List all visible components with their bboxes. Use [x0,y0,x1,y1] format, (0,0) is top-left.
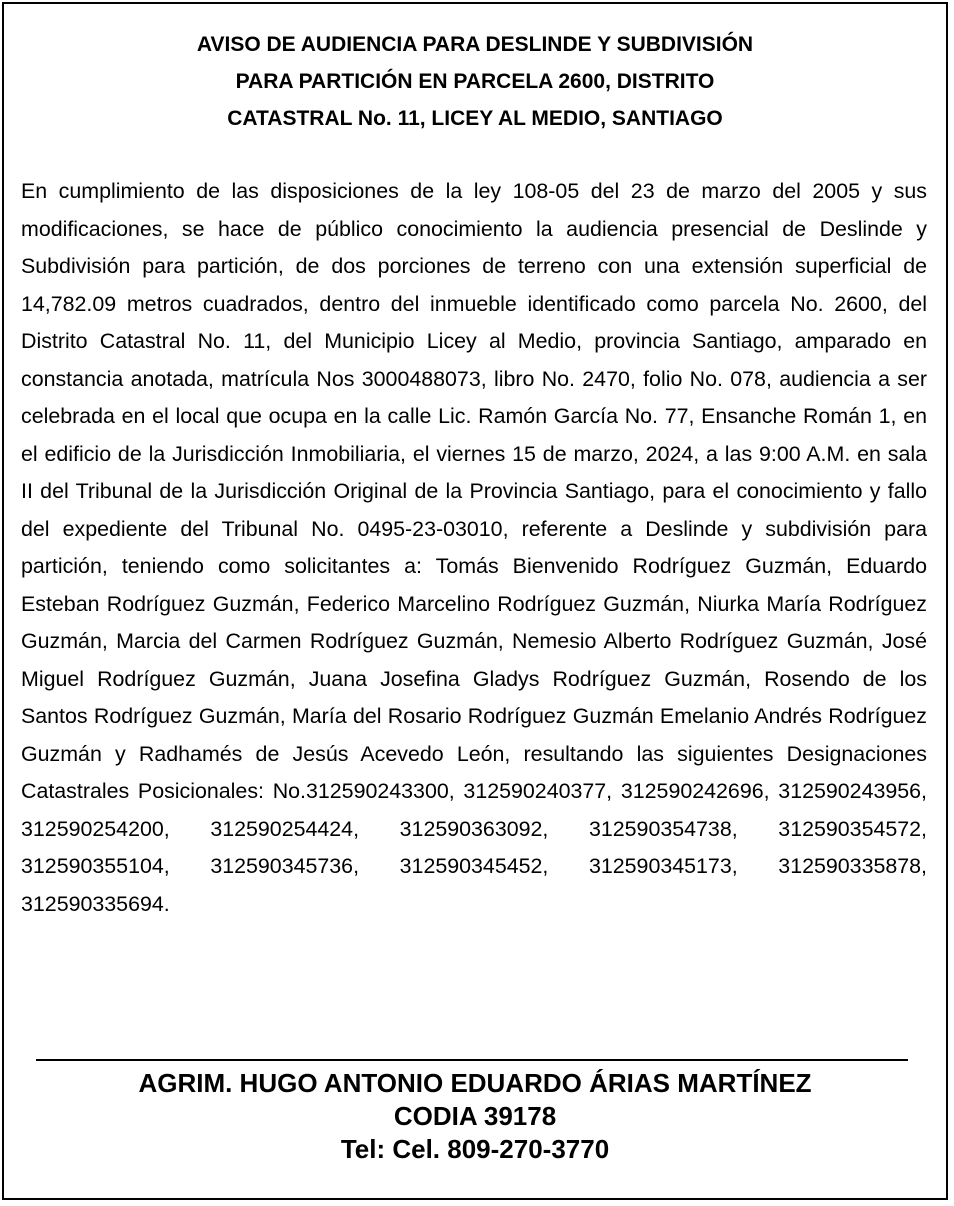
title-line-3: CATASTRAL No. 11, LICEY AL MEDIO, SANTIAGO [227,107,723,130]
codia-number: CODIA 39178 [393,1101,557,1131]
notice-title [4,26,946,137]
signature-block [4,1067,946,1166]
surveyor-name: AGRIM. HUGO ANTONIO EDUARDO ÁRIAS MARTÍNEZ [138,1068,812,1098]
notice-body: En cumplimiento de las disposiciones de la ley 108-05 del 23 de marzo del 2005 y sus modificaciones, se hace de público conocimiento la audiencia presencial de Deslinde y Subdivisión para partición, de dos porciones de terreno con una extensión superficial de 14,782.09 metros cuadrados, dentro del inmueble identificado como parcela No. 2600, del Distrito Catastral No. 11, del Municipio Licey al Medio, provincia Santiago, amparado en constancia anotada, matrícula Nos 3000488073, libro No. 2470, folio No. 078, audiencia a ser celebrada en el local que ocupa en la calle Lic. Ramón García No. 77, Ensanche Román 1, en el edificio de la Jurisdicción Inmobiliaria, el viernes 15 de marzo, 2024, a las 9:00 A.M. en sala II del Tribunal de la Jurisdicción Original de la Provincia Santiago, para el conocimiento y fallo del expediente del Tribunal No. 0495-23-03010, referente a Deslinde y subdivisión para partición, teniendo como solicitantes a: Tomás Bienvenido Rodríguez Guzmán, Eduardo Esteban Rodríguez Guzmán, Federico Marcelino Rodríguez Guzmán, Niurka María Rodríguez Guzmán, Marcia del Carmen Rodríguez Guzmán, Nemesio Alberto Rodríguez Guzmán, José Miguel Rodríguez Guzmán, Juana Josefina Gladys Rodríguez Guzmán, Rosendo de los Santos Rodríguez Guzmán, María del Rosario Rodríguez Guzmán Emelanio Andrés Rodríguez Guzmán y Radhamés de Jesús Acevedo León, resultando las siguientes Designaciones Catastrales Posicionales: No.312590243300, 312590240377, 312590242696, 312590243956, 312590254200, 312590254424, 312590363092, 312590354738, 312590354572, 312590355104, 312590345736, 312590345452, 312590345173, 312590335878, 312590335694. [21,179,927,916]
phone-number: Tel: Cel. 809-270-3770 [340,1134,610,1164]
legal-notice [2,2,948,1200]
title-line-2: PARA PARTICIÓN EN PARCELA 2600, DISTRITO [235,70,715,93]
signature-line [36,1059,908,1061]
title-line-1: AVISO DE AUDIENCIA PARA DESLINDE Y SUBDIVISIÓN [196,33,754,56]
